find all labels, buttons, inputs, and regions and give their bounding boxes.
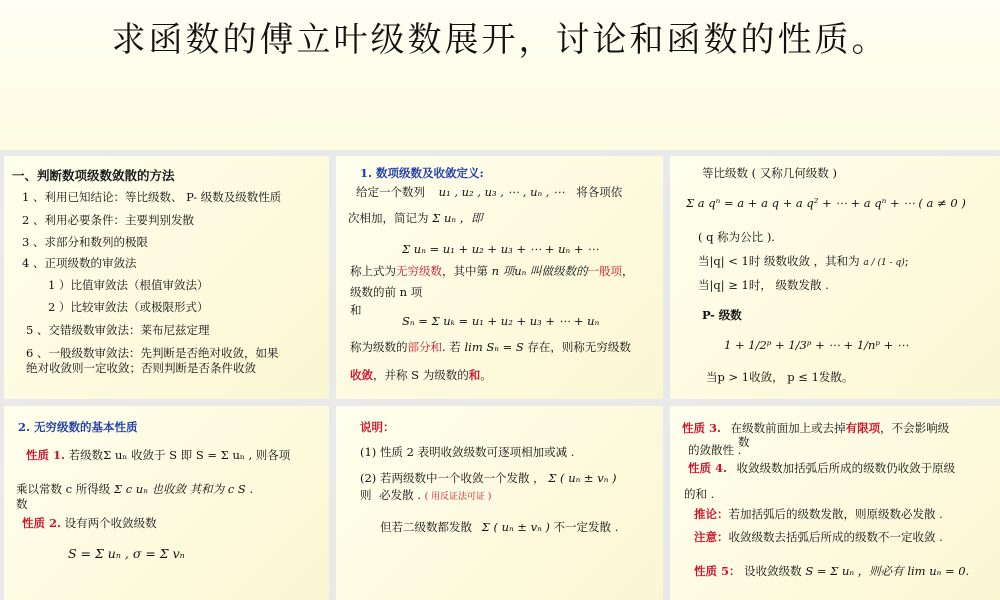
property-3-cont: 数 [738,435,750,449]
definition-text: 。 [480,368,492,382]
term-partial-sum: 部分和 [407,340,442,354]
definition-line [348,213,483,225]
note-text: 必发散 . [379,488,421,502]
corollary-text: 若加括弧后的级数发散，则原级数必发散 . [728,507,943,521]
note-text: 不一定发散 . [553,520,619,534]
properties-heading: 2. 无穷级数的基本性质 [18,420,138,434]
p-series-formula: 1 + 1/2ᵖ + 1/3ᵖ + ⋯ + 1/nᵖ + ⋯ [724,338,909,352]
definition-text: n 项uₙ 叫做级数的 [491,264,588,278]
note-text: (2) 若两级数中一个收敛一个发散 ， [360,471,545,485]
property-label: 性质 4. [688,461,728,475]
property-text: 在级数前面加上或去掉 [730,421,846,435]
p-series-condition: 当p > 1收敛， p ≤ 1发散。 [706,370,854,384]
property-text: 乘以常数 c 所得级 [16,482,111,496]
property-text: 设收敛级数 [744,564,802,578]
definition-text: 将各项依 [576,185,623,199]
series-formula: Σ uₙ ，即 [432,211,483,225]
note-line: (1) 性质 2 表明收敛级数可逐项相加或减 . [360,445,575,459]
note-line [380,522,618,534]
geometric-converge-line [698,256,909,268]
caution-label: 注意： [694,530,729,544]
property-2-formula: S = Σ uₙ , σ = Σ vₙ [68,546,185,561]
property-formula: Σ c uₙ 也收敛 其和为 c S . [113,482,254,496]
definition-heading: 1. 数项级数及收敛定义: [360,166,484,180]
definition-text: 给定一个数列 [356,185,425,199]
property-label: 性质 5： [694,564,741,578]
note-proof-hint: ( 用反证法可证 ) [424,492,492,502]
definition-line [350,370,492,382]
property-formula: S = Σ uₙ ，则必有 [805,564,904,578]
panel-methods [4,156,329,399]
methods-heading: 一、判断数项级数敛散的方法 [12,168,175,183]
property-5 [694,566,969,578]
p-series-heading: P- 级数 [702,308,742,322]
corollary-label: 推论： [694,507,729,521]
definition-text: 次相加，简记为 [348,211,429,225]
term-sum: 和 [468,368,481,382]
definition-text: ，其中第 [442,264,488,278]
definition-line [356,187,622,199]
definition-text: . 若 [442,340,461,354]
caution [694,532,943,544]
panel-geometric-series [670,156,1000,399]
definition-text: ，并称 S 为级数的 [373,368,469,382]
property-4-cont: 的和 . [684,487,715,501]
property-label: 性质 3. [682,421,722,435]
property-2 [22,518,157,530]
geometric-formula: Σ a qⁿ = a + a q + a q² + ⋯ + a qⁿ + ⋯ ( a ≠ 0 ) [686,196,966,210]
method-item: 1 ）比值审敛法（根值审敛法） [48,278,209,292]
note-line [360,490,491,502]
property-text: 若级数Σ uₙ 收敛于 S 即 S = Σ uₙ , 则各项 [68,448,291,462]
method-item: 6 、一般级数审敛法：先判断是否绝对收敛，如果 [26,346,279,360]
geometric-sum-fraction: a / (1 - q) [863,258,905,268]
panel-definition [336,156,663,399]
page-title: 求函数的傅立叶级数展开，讨论和函数的性质。 [111,20,889,60]
geometric-text: ; [904,254,909,268]
panel-notes [336,406,663,600]
term-infinite-series: 无穷级数 [396,264,442,278]
definition-text: 称上式为 [350,264,396,278]
definition-text: 存在，则称无穷级数 [527,340,631,354]
limit-formula: lim Sₙ = S [464,340,524,354]
property-text: 设有两个收敛级数 [64,516,157,530]
definition-line: 级数的前 n 项 [350,285,423,299]
caution-text: 收敛级数去括弧后所成的级数不一定收敛 . [728,530,943,544]
property-3 [682,423,949,435]
method-item: 绝对收敛则一定收敛；否则判断是否条件收敛 [26,361,256,375]
geometric-diverge-line: 当|q| ≥ 1时， 级数发散 . [698,278,829,292]
term-convergent: 收敛 [350,368,373,382]
property-text: 收敛级数加括弧后所成的级数仍收敛于原级 [736,461,956,475]
property-1-cont: 数 [16,497,28,511]
property-1-cont [16,484,253,496]
note-formula: Σ ( uₙ ± vₙ ) [548,471,617,485]
definition-line [350,342,631,354]
limit-formula: lim uₙ = 0. [907,564,970,578]
definition-line [350,266,633,278]
method-item: 2 、利用必要条件：主要判别发散 [22,213,194,227]
series-expansion-formula: Σ uₙ = u₁ + u₂ + u₃ + ⋯ + uₙ + ⋯ [402,242,599,256]
method-item: 5 、交错级数审敛法：莱布尼兹定理 [26,323,210,337]
property-text: ，不会影响级 [880,421,950,435]
partial-sum-formula: Sₙ = Σ uₖ = u₁ + u₂ + u₃ + ⋯ + uₙ [402,314,600,328]
panel-more-properties [670,406,1000,600]
geometric-heading: 等比级数 ( 又称几何级数 ) [702,166,837,180]
method-item: 1 、利用已知结论：等比级数、 P- 级数及级数性质 [22,190,282,204]
property-label: 性质 1. [26,448,66,462]
corollary [694,509,943,521]
property-4 [688,463,955,475]
definition-text: 称为级数的 [350,340,408,354]
geometric-ratio-note: ( q 称为公比 ). [698,230,775,244]
term-general-term: 一般项 [587,264,622,278]
note-text: 则 [360,488,372,502]
term-finite-terms: 有限项 [845,421,881,435]
definition-text: 和 [350,303,362,317]
geometric-text: 当|q| < 1时 级数收敛 ，其和为 [698,254,860,268]
definition-text: ， [621,264,634,278]
method-item: 3 、求部分和数列的极限 [22,235,148,249]
note-line [360,473,617,485]
title-band [0,0,1000,150]
notes-heading: 说明： [360,420,395,434]
property-3-cont: 的敛散性 . [688,443,742,457]
panel-properties [4,406,329,600]
method-item: 4 、正项级数的审敛法 [22,256,137,270]
note-formula: Σ ( uₙ ± vₙ ) [481,520,550,534]
property-1 [26,450,290,462]
note-text: 但若二级数都发散 [380,520,472,534]
property-label: 性质 2. [22,516,62,530]
definition-line [350,305,362,317]
sequence-formula: u₁ , u₂ , u₃ , ⋯ , uₙ , ⋯ [438,185,565,199]
method-item: 2 ）比较审敛法（或极限形式） [48,300,209,314]
